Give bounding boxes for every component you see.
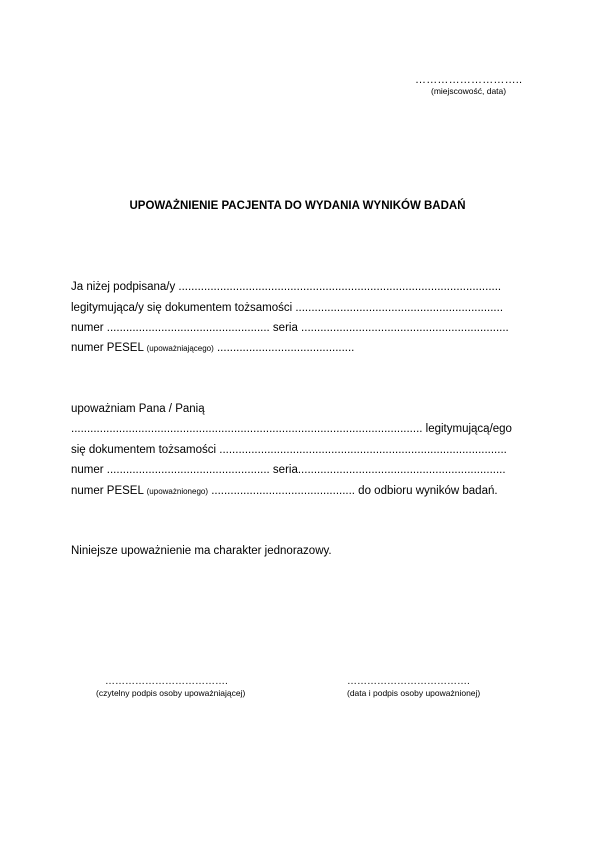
pesel-label: numer PESEL	[71, 485, 147, 497]
authorized-name-line: .............................................................................................................. legitymującą/ego	[71, 423, 512, 435]
place-date-dots: ………………………..	[415, 74, 523, 86]
pesel-dots-purpose: ............................................. do odbioru wyników badań.	[208, 485, 498, 497]
place-date-caption: (miejscowość, data)	[431, 86, 507, 96]
signatory-pesel-line	[71, 341, 354, 356]
signatory-id-number-line: numer ................................................... seria .................................................................	[71, 322, 509, 334]
pesel-dots: ...........................................	[213, 342, 355, 354]
signatory-id-doc-line: legitymująca/y się dokumentem tożsamości .................................................................	[71, 302, 504, 314]
one-time-statement: Niniejsze upoważnienie ma charakter jednorazowy.	[71, 545, 332, 557]
pesel-label: numer PESEL	[71, 342, 147, 354]
document-title: UPOWAŻNIENIE PACJENTA DO WYDANIA WYNIKÓW BADAŃ	[129, 200, 466, 212]
authorized-id-doc-line: się dokumentem tożsamości ..........................................................................................	[71, 444, 507, 456]
signatory-signature-caption: (czytelny podpis osoby upoważniającej)	[96, 688, 246, 698]
pesel-role-note: (upoważniającego)	[146, 344, 214, 353]
pesel-role-note: (upoważnionego)	[146, 487, 209, 496]
authorize-intro-line: upoważniam Pana / Panią	[71, 403, 205, 415]
authorized-signature-caption: (data i podpis osoby upoważnionej)	[347, 688, 481, 698]
authorized-id-number-line: numer ................................................... seria.................................................................	[71, 464, 506, 476]
signatory-signature-dots: ……………………………….	[105, 676, 228, 687]
authorized-signature-dots: ……………………………….	[347, 676, 470, 687]
signatory-name-line: Ja niżej podpisana/y .....................................................................................................	[71, 281, 502, 293]
authorized-pesel-line	[71, 484, 498, 499]
